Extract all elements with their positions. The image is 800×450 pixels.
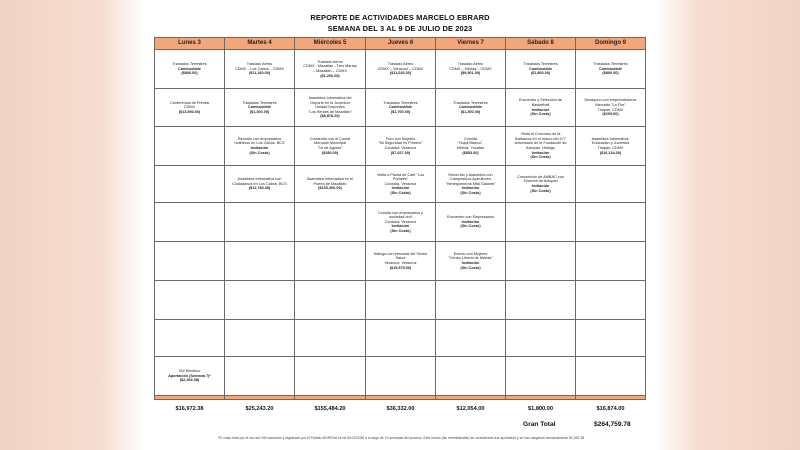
- day-header: Miércoles 5: [295, 38, 366, 50]
- activity-cell: [506, 89, 576, 127]
- activity-cell: [225, 89, 295, 127]
- activity-amount: ($165,406.00): [318, 186, 342, 191]
- activity-amount: ($2,493.38): [179, 378, 200, 383]
- activity-line: Tlalpan, CDMX: [597, 146, 624, 150]
- activity-cell: [576, 320, 646, 357]
- activity-line: Visita a Planta de Café "Los: [376, 172, 425, 177]
- activity-cell: [225, 50, 295, 89]
- activity-line: Asamblea Informativa en el: [306, 177, 353, 182]
- activity-cell: [295, 357, 366, 396]
- activity-cell: [366, 281, 436, 320]
- activity-line: "Henequeneros Mtal Galante": [445, 181, 496, 186]
- day-total: $16,972.38: [175, 405, 204, 412]
- activity-line: – Mazatlán – CDMX: [313, 69, 347, 73]
- activity-cell: [576, 50, 646, 89]
- activity-funding-type: Invitación: [531, 150, 550, 155]
- day-total: $155,484.20: [314, 405, 346, 412]
- activity-line: Traslado Aéreo: [246, 62, 273, 67]
- activity-funding-type: Invitación: [461, 219, 480, 224]
- activity-amount: ($1,800.00): [530, 71, 551, 76]
- left-background-panel: [0, 0, 145, 450]
- schedule-row: [155, 127, 646, 166]
- activity-funding-type: Invitación: [461, 261, 480, 265]
- activity-cell: [436, 50, 506, 89]
- activity-amount: ($1,300.00): [249, 109, 270, 114]
- activity-cell: [155, 281, 225, 320]
- activity-cell: [155, 242, 225, 281]
- activity-line: Recorrido y Asamblea con: [448, 172, 493, 177]
- activity-funding-type: Combustible: [389, 105, 412, 110]
- activity-line: Jóvenes de Actopan: [523, 179, 558, 184]
- activity-cell: [295, 281, 366, 320]
- activity-line: Reunión con empresarios: [237, 136, 282, 141]
- report-page: [145, 0, 655, 450]
- activity-line: Educación y Juventud: [591, 141, 630, 146]
- activity-line: Comiendo con el Comal: [309, 136, 351, 141]
- activity-line: Comida con empresarios y: [377, 210, 424, 215]
- activity-line: CDMX: [183, 105, 196, 110]
- grand-total-value: $264,759.78: [594, 421, 631, 428]
- activity-line: Asamblea Informativa:: [591, 136, 630, 141]
- footnote: *El costo total por el uso del VW calculado y registrado por el Partido MORENA es de $24,923.85 a lo largo de 10 semanas del proceso. Este monto (No reembolsable) se considerará una aportación y se irán cargando semanalmente $2,492.38.: [217, 436, 586, 440]
- activity-cell: [576, 357, 646, 396]
- activity-cell: [576, 89, 646, 127]
- schedule-row: [155, 320, 646, 357]
- report-title: REPORTE DE ACTIVIDADES MARCELO EBRARD: [310, 13, 490, 22]
- activity-amount: ($11,026.00): [389, 71, 412, 76]
- activity-line: Encuentro con Empresarios: [447, 215, 494, 220]
- schedule-row: [155, 357, 646, 396]
- activity-funding-type: Invitación: [461, 186, 480, 191]
- activity-line: Traslados Terrestres: [172, 62, 207, 67]
- activity-line: "Huipil Blanco",: [457, 141, 484, 146]
- day-header: Viernes 7: [436, 38, 506, 50]
- day-header: Sábado 8: [506, 38, 576, 50]
- activity-line: Traslado Aéreo: [317, 59, 343, 64]
- activity-amount: (Sin Costo): [530, 112, 551, 117]
- schedule-row: [155, 203, 646, 242]
- activity-line: Encuentro y Selección de: [518, 98, 563, 103]
- activity-line: Conferencia de Prensa: [170, 100, 209, 105]
- activity-line: Tlalpan, CDMX: [597, 107, 624, 112]
- activity-funding-type: Invitación: [250, 146, 269, 150]
- activity-cell: [225, 357, 295, 396]
- activity-cell: [225, 281, 295, 320]
- activity-amount: (Sin Costo): [249, 150, 270, 155]
- activity-line: Mercado Municipal: [314, 141, 346, 146]
- activity-cell: [366, 127, 436, 166]
- activity-line: "15 de Agosto": [317, 146, 343, 150]
- activity-cell: [295, 242, 366, 281]
- activity-cell: [155, 50, 225, 89]
- activity-cell: [295, 320, 366, 357]
- activity-line: Basketball: [531, 102, 550, 107]
- activity-cell: [295, 166, 366, 203]
- activity-line: Foro con Mujeres: [385, 136, 416, 141]
- activity-cell: [436, 127, 506, 166]
- activity-line: CDMX – Veracruz – CDMX: [377, 66, 424, 71]
- day-header: Lunes 3: [155, 38, 225, 50]
- activity-line: Visita al Concurso de la: [520, 132, 561, 137]
- activity-cell: [225, 320, 295, 357]
- activity-amount: (Sin Costo): [390, 228, 411, 233]
- activity-cell: [295, 203, 366, 242]
- activity-cell: [576, 203, 646, 242]
- activity-line: Traslados Terrestres: [453, 100, 488, 105]
- activity-funding-type: Combustible: [178, 66, 201, 71]
- activity-amount: (Sin Costo): [460, 224, 481, 229]
- activity-line: VW Electrico: [178, 369, 201, 374]
- schedule-table: [154, 37, 646, 418]
- activity-line: Diálogo con personal del Sector: [373, 251, 428, 256]
- activity-funding-type: Invitación: [531, 184, 550, 188]
- grand-total-label: Gran Total: [523, 421, 556, 428]
- activity-cell: [366, 357, 436, 396]
- day-total: $16,874.00: [596, 405, 625, 412]
- activity-cell: [155, 357, 225, 396]
- activity-line: Barbacoa en el marco del 477: [515, 136, 566, 141]
- activity-line: Comida: [463, 136, 478, 141]
- activity-cell: [436, 89, 506, 127]
- activity-line: CDMX - Mazatlán - Tres Marías: [303, 64, 357, 69]
- activity-cell: [506, 127, 576, 166]
- activity-line: Puerto de Mazatlán: [313, 181, 347, 186]
- activity-funding-type: Aportación (Semana 7)*: [168, 373, 211, 378]
- activity-cell: [436, 166, 506, 203]
- activity-cell: [225, 127, 295, 166]
- activity-line: Veracruz, Veracruz: [384, 261, 417, 265]
- activity-cell: [295, 127, 366, 166]
- activity-cell: [295, 50, 366, 89]
- activity-funding-type: Combustible: [599, 66, 622, 71]
- activity-cell: [295, 89, 366, 127]
- activity-cell: [506, 281, 576, 320]
- activity-amount: (Sin Costo): [390, 190, 411, 195]
- activity-cell: [506, 50, 576, 89]
- day-header-row: [155, 38, 646, 50]
- activity-line: Traslados Terrestres: [523, 62, 558, 67]
- activity-amount: ($16,134.00): [599, 150, 622, 155]
- activity-line: CDMX – Mérida – CDMX: [449, 66, 492, 71]
- activity-line: CDMX – Los Cabos – CDMX: [235, 66, 284, 71]
- activity-line: aniversario de la Fundación de: [514, 141, 567, 146]
- schedule-row: [155, 50, 646, 89]
- activity-line: Convención de AMBAC con: [517, 174, 564, 179]
- day-header: Domingo 9: [576, 38, 646, 50]
- activity-line: Evento con Mujeres: [453, 251, 488, 256]
- activity-cell: [436, 203, 506, 242]
- schedule-row: [155, 89, 646, 127]
- day-header: Martes 4: [225, 38, 295, 50]
- day-total: $25,243.20: [245, 405, 274, 412]
- activity-line: "Centro Liberal de Mérida": [448, 256, 493, 261]
- day-header: Jueves 6: [366, 38, 436, 50]
- activity-line: Deporte en la Juventud: [310, 100, 350, 105]
- right-background-panel: [655, 0, 800, 450]
- activity-amount: (Sin Costo): [530, 155, 551, 160]
- activity-funding-type: Combustible: [248, 105, 271, 110]
- activity-amount: ($9,901.00): [460, 71, 481, 76]
- activity-cell: [366, 50, 436, 89]
- activity-cell: [225, 203, 295, 242]
- activity-cell: [155, 203, 225, 242]
- activity-cell: [576, 242, 646, 281]
- activity-amount: (Sin Costo): [460, 190, 481, 195]
- activity-line: sociedad civil: [389, 215, 412, 220]
- activity-line: Traslados Terrestres: [242, 100, 277, 105]
- activity-line: hoteleros en Los Cabos, BCS: [234, 141, 285, 146]
- day-total: $1,800.00: [528, 405, 553, 412]
- activity-cell: [366, 203, 436, 242]
- activity-line: Mérida, Yucatán: [456, 146, 485, 150]
- activity-amount: ($8,878.20): [320, 114, 340, 119]
- report-subtitle: SEMANA DEL 3 AL 9 DE JULIO DE 2023: [327, 24, 473, 33]
- day-total: $36,332.00: [386, 405, 415, 412]
- activity-amount: ($12,783.38): [248, 186, 271, 191]
- activity-cell: [155, 127, 225, 166]
- totals-row: [155, 400, 646, 419]
- activity-amount: (Sin Costo): [530, 188, 551, 193]
- activity-funding-type: Combustible: [529, 66, 552, 71]
- activity-line: Actopan, Hidalgo: [526, 146, 555, 150]
- schedule-row: [155, 281, 646, 320]
- activity-amount: ($15,979.00): [389, 265, 412, 270]
- activity-funding-type: Invitación: [391, 224, 410, 229]
- activity-line: Córdoba, Veracruz: [384, 181, 417, 186]
- activity-funding-type: Invitación: [531, 107, 550, 112]
- activity-cell: [155, 166, 225, 203]
- activity-cell: [506, 242, 576, 281]
- activity-amount: ($800.00): [602, 71, 619, 76]
- activity-cell: [436, 242, 506, 281]
- schedule-body: [155, 50, 646, 396]
- activity-line: Ciudadanos en Los Cabos, BCS: [232, 181, 287, 186]
- activity-line: Mercado "La Flor": [595, 102, 626, 107]
- activity-line: Córdoba, Veracruz: [384, 219, 417, 224]
- activity-line: "Los Héroes de Mazatlán": [308, 109, 352, 114]
- activity-cell: [576, 166, 646, 203]
- activity-cell: [155, 89, 225, 127]
- activity-line: Traslado Aéreo: [457, 62, 484, 67]
- activity-line: Traslados Terrestres: [593, 62, 628, 67]
- activity-amount: ($7,627.00): [390, 150, 411, 155]
- activity-cell: [436, 357, 506, 396]
- day-total: $12,054.00: [456, 405, 485, 412]
- activity-amount: ($13,980.00): [178, 109, 201, 114]
- activity-cell: [436, 320, 506, 357]
- activity-line: Córdoba, Veracruz: [384, 146, 417, 150]
- activity-cell: [506, 166, 576, 203]
- activity-line: Asamblea Informativa con: [237, 177, 282, 182]
- activity-funding-type: Combustible: [459, 105, 482, 110]
- activity-line: Campesinos Apicultores: [450, 177, 491, 182]
- activity-funding-type: Invitación: [391, 186, 410, 191]
- activity-cell: [366, 242, 436, 281]
- activity-amount: ($11,160.00): [248, 71, 271, 76]
- activity-cell: [155, 320, 225, 357]
- activity-line: Traslados Terrestres: [383, 100, 418, 105]
- activity-amount: ($280.00): [321, 150, 339, 155]
- activity-line: Traslado Aéreo: [387, 62, 414, 67]
- activity-cell: [225, 242, 295, 281]
- activity-cell: [366, 89, 436, 127]
- schedule-row: [155, 166, 646, 203]
- activity-amount: ($1,300.00): [460, 109, 481, 114]
- activity-cell: [436, 281, 506, 320]
- activity-cell: [576, 127, 646, 166]
- activity-line: Asamblea Informativa del: [308, 96, 352, 101]
- activity-cell: [506, 357, 576, 396]
- activity-cell: [576, 281, 646, 320]
- activity-amount: ($800.00): [181, 71, 198, 76]
- activity-amount: (Sin Costo): [460, 265, 481, 270]
- schedule-row: [155, 242, 646, 281]
- activity-cell: [225, 166, 295, 203]
- activity-cell: [366, 320, 436, 357]
- activity-amount: ($1,200.00): [320, 73, 340, 78]
- activity-cell: [506, 320, 576, 357]
- activity-line: "Mi Seguridad es Primero": [378, 141, 423, 146]
- activity-amount: ($1,700.00): [390, 109, 411, 114]
- activity-line: Portales": [392, 177, 409, 182]
- activity-line: Salud: [395, 256, 406, 261]
- activity-cell: [366, 166, 436, 203]
- activity-amount: ($200.00): [602, 112, 619, 117]
- activity-cell: [506, 203, 576, 242]
- activity-line: Unidad Deportiva: [315, 105, 345, 110]
- activity-amount: ($853.00): [462, 150, 479, 155]
- activity-line: Desayuno con emprendedores: [584, 98, 637, 103]
